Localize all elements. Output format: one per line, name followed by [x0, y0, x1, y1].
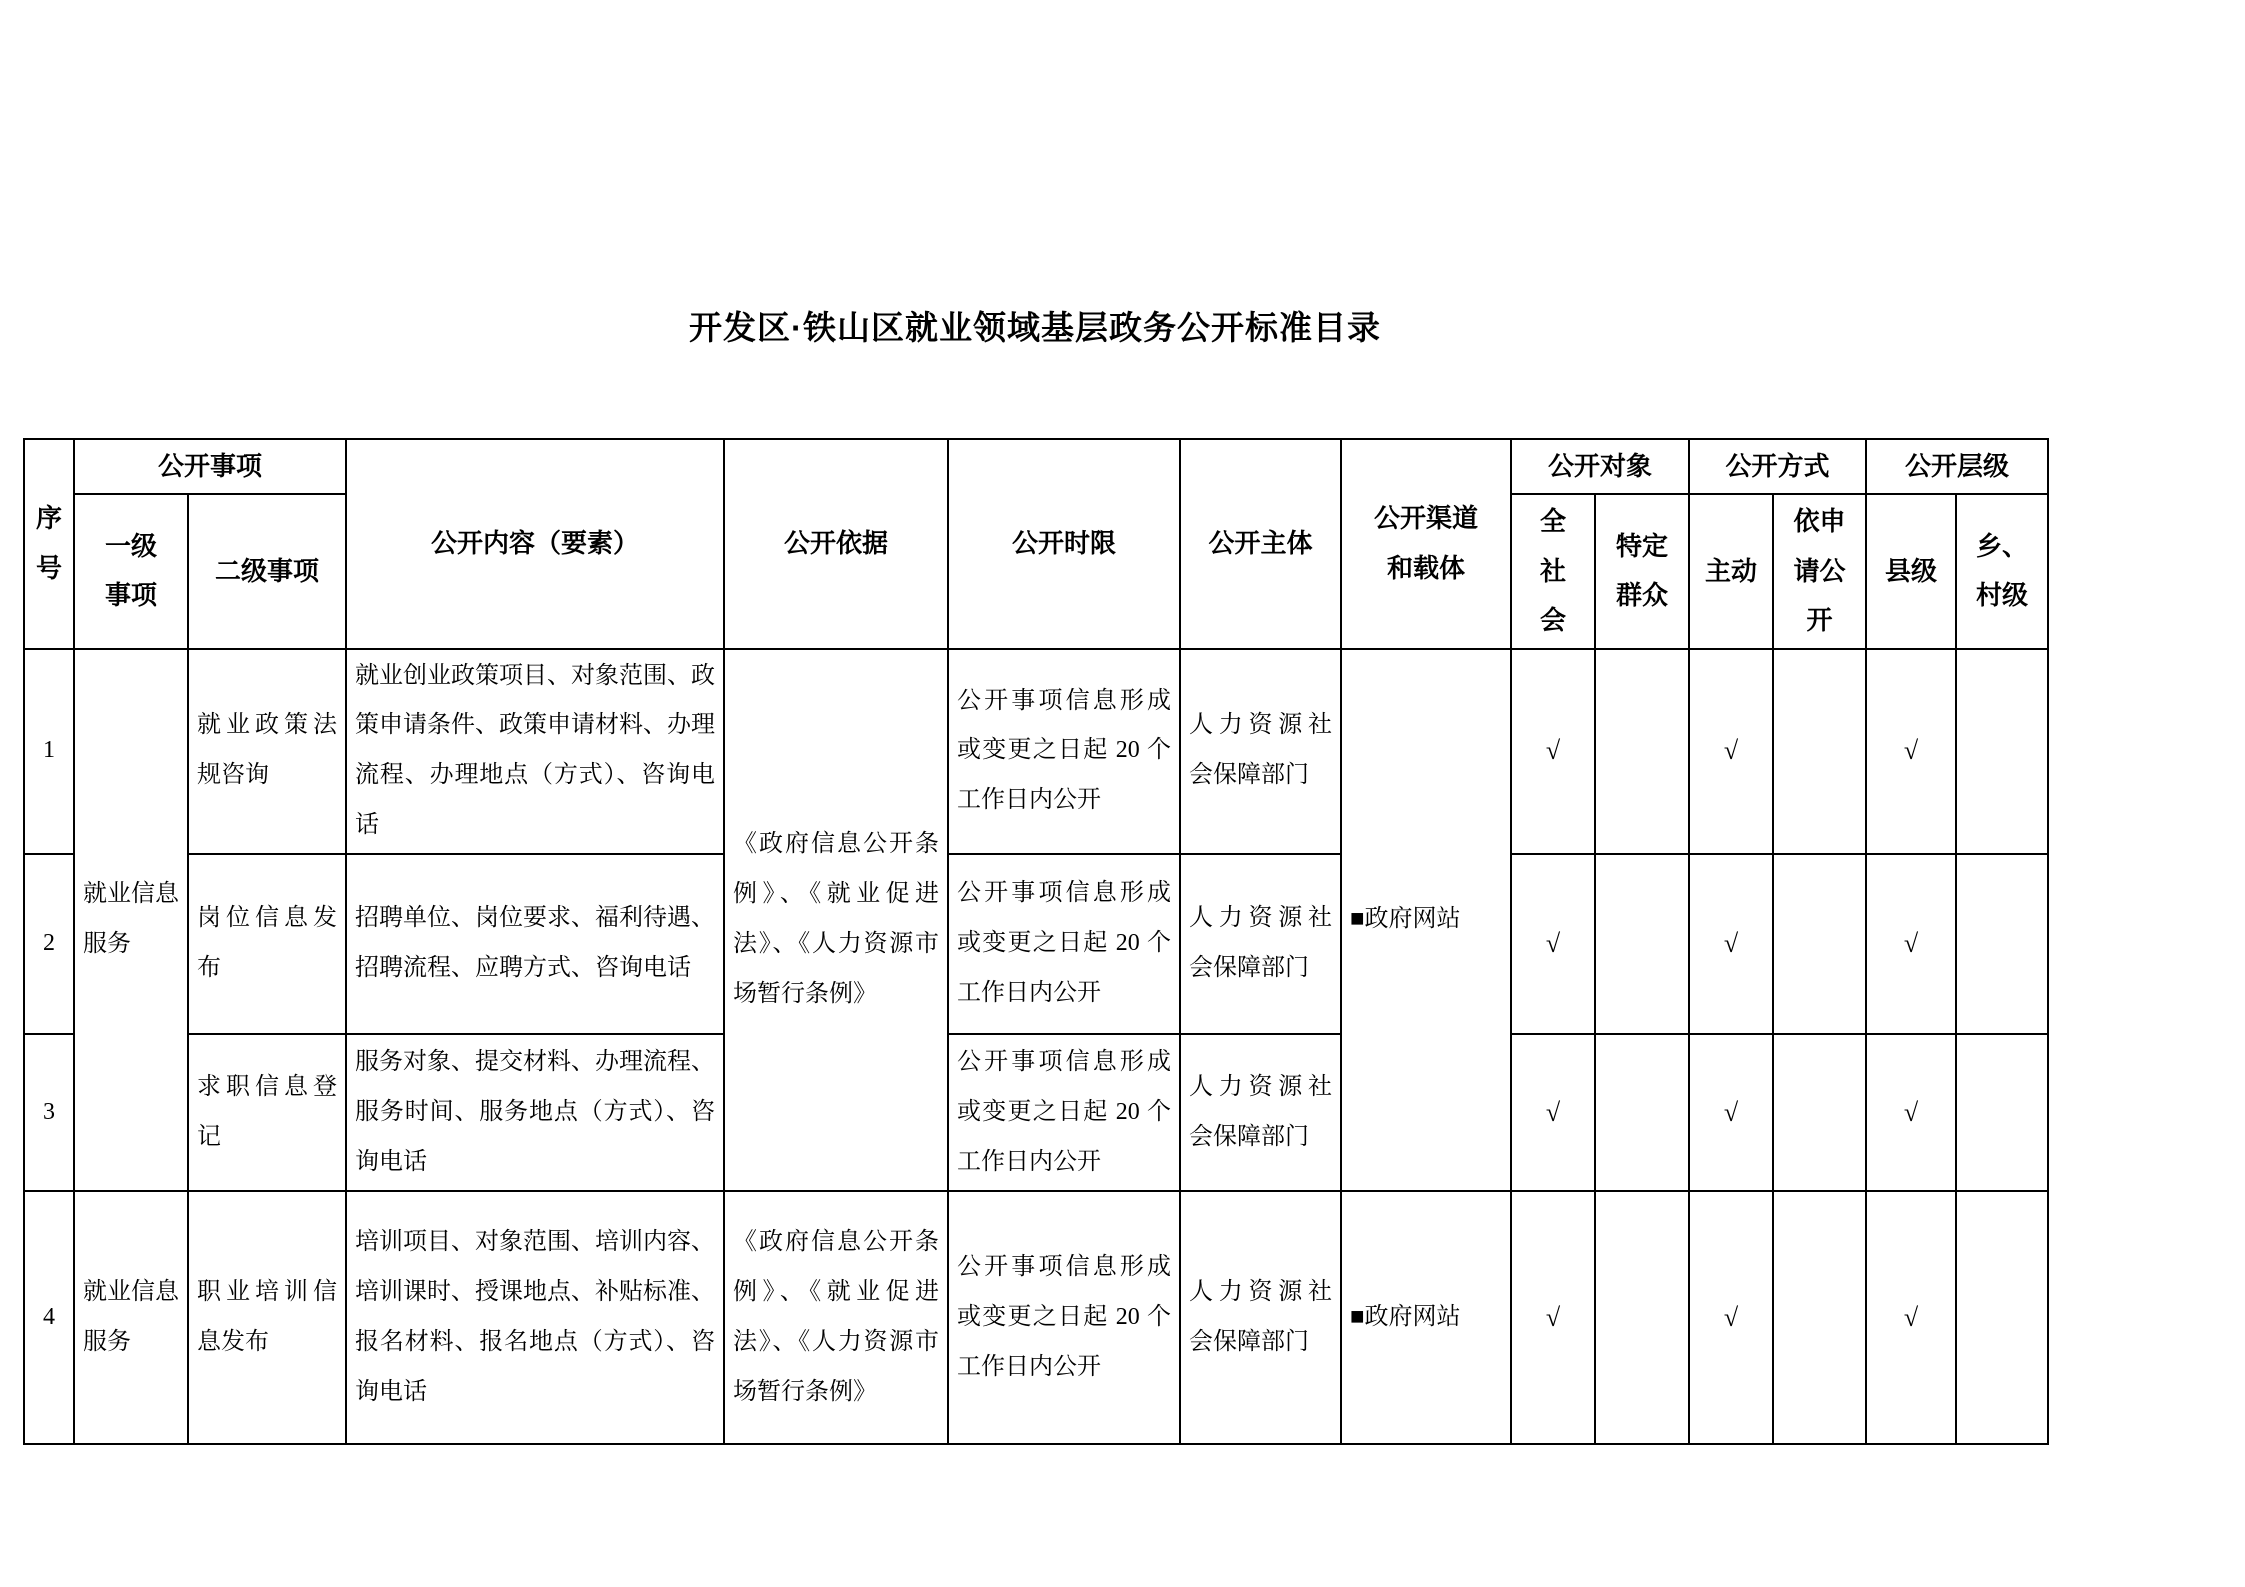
- header-basis: 公开依据: [724, 439, 948, 649]
- cell-basis: 《政府信息公开条例》、《就业促进法》、《人力资源市场暂行条例》: [724, 1191, 948, 1444]
- cell-seq: 1: [24, 649, 74, 855]
- cell-channel: ■政府网站: [1341, 1191, 1511, 1444]
- cell-check-proactive: √: [1689, 1034, 1773, 1191]
- cell-time-limit: 公开事项信息形成或变更之日起 20 个工作日内公开: [948, 854, 1180, 1034]
- header-level2: 二级事项: [188, 494, 346, 648]
- header-content: 公开内容（要素）: [346, 439, 724, 649]
- cell-subject: 人力资源社会保障部门: [1180, 1034, 1341, 1191]
- cell-check-proactive: √: [1689, 649, 1773, 855]
- cell-check-county: √: [1866, 1034, 1956, 1191]
- cell-check-whole-society: √: [1511, 1034, 1595, 1191]
- header-time-limit: 公开时限: [948, 439, 1180, 649]
- header-subject: 公开主体: [1180, 439, 1341, 649]
- header-level1: 一级事项: [74, 494, 188, 648]
- cell-check-whole-society: √: [1511, 1191, 1595, 1444]
- header-row-groups: [24, 439, 2048, 494]
- table-row: [24, 854, 2048, 1034]
- cell-check-proactive: √: [1689, 854, 1773, 1034]
- cell-level2-item: 就业政策法规咨询: [188, 649, 346, 855]
- cell-check-on-request: [1773, 1034, 1866, 1191]
- cell-check-township: [1956, 649, 2048, 855]
- cell-subject: 人力资源社会保障部门: [1180, 1191, 1341, 1444]
- header-channel: 公开渠道和载体: [1341, 439, 1511, 649]
- cell-seq: 3: [24, 1034, 74, 1191]
- cell-check-whole-society: √: [1511, 649, 1595, 855]
- header-specific-groups: 特定群众: [1595, 494, 1689, 648]
- cell-content: 招聘单位、岗位要求、福利待遇、招聘流程、应聘方式、咨询电话: [346, 854, 724, 1034]
- header-township: 乡、村级: [1956, 494, 2048, 648]
- cell-level1-item: 就业信息服务: [74, 1191, 188, 1444]
- cell-check-county: √: [1866, 649, 1956, 855]
- cell-check-whole-society: √: [1511, 854, 1595, 1034]
- cell-level2-item: 求职信息登记: [188, 1034, 346, 1191]
- table-row: [24, 1191, 2048, 1444]
- cell-time-limit: 公开事项信息形成或变更之日起 20 个工作日内公开: [948, 649, 1180, 855]
- disclosure-standards-table: [23, 438, 2049, 1445]
- cell-check-county: √: [1866, 854, 1956, 1034]
- header-on-request: 依申请公开: [1773, 494, 1866, 648]
- header-seq: 序号: [24, 439, 74, 649]
- cell-check-county: √: [1866, 1191, 1956, 1444]
- cell-check-specific-groups: [1595, 1191, 1689, 1444]
- cell-time-limit: 公开事项信息形成或变更之日起 20 个工作日内公开: [948, 1191, 1180, 1444]
- header-target-group: 公开对象: [1511, 439, 1689, 494]
- cell-content: 就业创业政策项目、对象范围、政策申请条件、政策申请材料、办理流程、办理地点（方式）、咨询电话: [346, 649, 724, 855]
- table-row: [24, 1034, 2048, 1191]
- cell-check-proactive: √: [1689, 1191, 1773, 1444]
- cell-check-on-request: [1773, 854, 1866, 1034]
- cell-level1-item: 就业信息服务: [74, 649, 188, 1192]
- cell-basis: 《政府信息公开条例》、《就业促进法》、《人力资源市场暂行条例》: [724, 649, 948, 1192]
- header-whole-society: 全社会: [1511, 494, 1595, 648]
- cell-check-on-request: [1773, 1191, 1866, 1444]
- header-item-group: 公开事项: [74, 439, 346, 494]
- cell-check-specific-groups: [1595, 854, 1689, 1034]
- cell-check-specific-groups: [1595, 1034, 1689, 1191]
- cell-check-on-request: [1773, 649, 1866, 855]
- cell-level2-item: 职业培训信息发布: [188, 1191, 346, 1444]
- cell-subject: 人力资源社会保障部门: [1180, 854, 1341, 1034]
- cell-subject: 人力资源社会保障部门: [1180, 649, 1341, 855]
- cell-seq: 4: [24, 1191, 74, 1444]
- cell-level2-item: 岗位信息发布: [188, 854, 346, 1034]
- document-title: 开发区·铁山区就业领域基层政务公开标准目录: [689, 309, 1381, 346]
- cell-seq: 2: [24, 854, 74, 1034]
- table-row: [24, 649, 2048, 855]
- cell-check-township: [1956, 854, 2048, 1034]
- cell-content: 培训项目、对象范围、培训内容、培训课时、授课地点、补贴标准、报名材料、报名地点（方式）、咨询电话: [346, 1191, 724, 1444]
- cell-check-specific-groups: [1595, 649, 1689, 855]
- header-county: 县级: [1866, 494, 1956, 648]
- cell-time-limit: 公开事项信息形成或变更之日起 20 个工作日内公开: [948, 1034, 1180, 1191]
- cell-check-township: [1956, 1034, 2048, 1191]
- header-level-group: 公开层级: [1866, 439, 2048, 494]
- cell-content: 服务对象、提交材料、办理流程、服务时间、服务地点（方式）、咨询电话: [346, 1034, 724, 1191]
- cell-channel: ■政府网站: [1341, 649, 1511, 1192]
- cell-check-township: [1956, 1191, 2048, 1444]
- header-proactive: 主动: [1689, 494, 1773, 648]
- header-method-group: 公开方式: [1689, 439, 1866, 494]
